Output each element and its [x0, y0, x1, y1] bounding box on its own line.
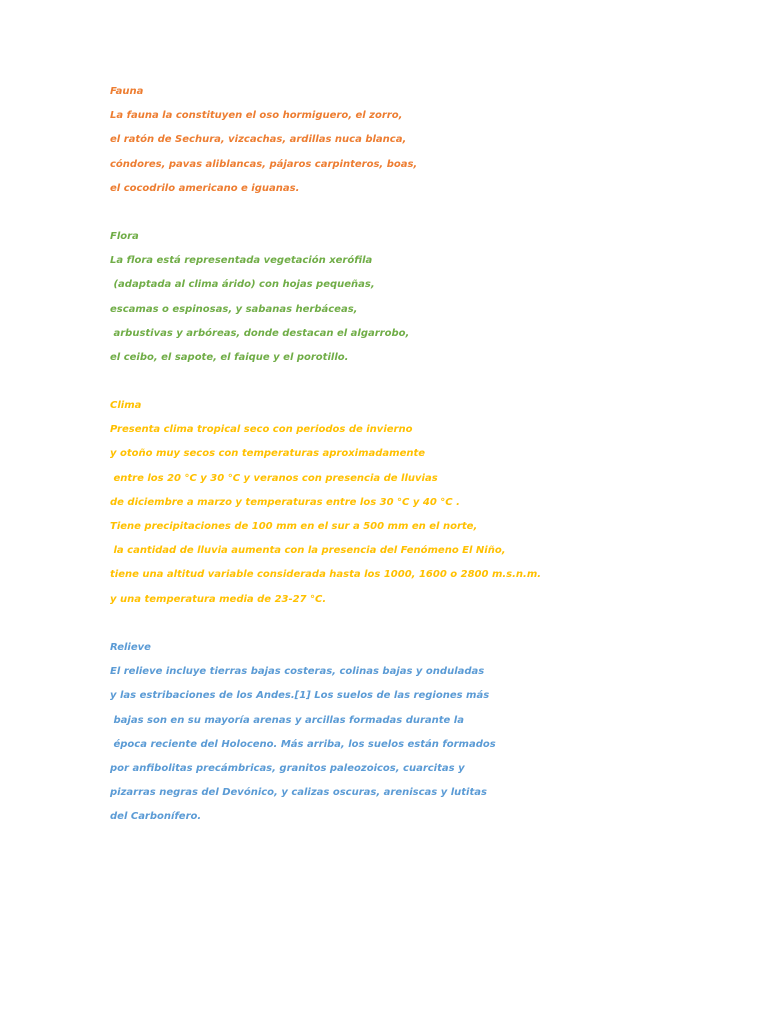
paragraph-line: de diciembre a marzo y temperaturas entre los 30 °C y 40 °C . — [110, 496, 460, 508]
paragraph-line: del Carbonífero. — [110, 811, 202, 823]
paragraph-line: el ratón de Sechura, vizcachas, ardillas nuca blanca, — [110, 134, 407, 146]
paragraph-line: bajas son en su mayoría arenas y arcillas formadas durante la — [110, 714, 464, 726]
section-fauna — [110, 80, 417, 201]
paragraph-line: el cocodrilo americano e iguanas. — [110, 182, 300, 194]
paragraph-line: la cantidad de lluvia aumenta con la presencia del Fenómeno El Niño, — [110, 545, 506, 557]
section-relieve — [110, 636, 496, 830]
paragraph-line: arbustivas y arbóreas, donde destacan el algarrobo, — [110, 327, 410, 339]
section-heading-flora: Flora — [110, 231, 139, 242]
paragraph-line: y otoño muy secos con temperaturas aproximadamente — [110, 448, 426, 460]
paragraph-line: entre los 20 °C y 30 °C y veranos con presencia de lluvias — [110, 472, 438, 484]
paragraph-line: La flora está representada vegetación xerófila — [110, 255, 373, 267]
section-flora — [110, 225, 409, 370]
paragraph-line: por anfibolitas precámbricas, granitos paleozoicos, cuarcitas y — [110, 762, 465, 774]
paragraph-line: pizarras negras del Devónico, y calizas oscuras, areniscas y lutitas — [110, 787, 487, 799]
paragraph-line: y las estribaciones de los Andes.[1] Los suelos de las regiones más — [110, 690, 490, 702]
section-clima — [110, 394, 541, 612]
paragraph-line: tiene una altitud variable considerada hasta los 1000, 1600 o 2800 m.s.n.m. — [110, 569, 542, 581]
paragraph-line: escamas o espinosas, y sabanas herbáceas, — [110, 303, 358, 315]
paragraph-line: El relieve incluye tierras bajas costeras, colinas bajas y onduladas — [110, 666, 485, 678]
paragraph-line: La fauna la constituyen el oso hormiguero, el zorro, — [110, 110, 403, 122]
paragraph-line: Tiene precipitaciones de 100 mm en el sur a 500 mm en el norte, — [110, 520, 478, 532]
section-heading-fauna: Fauna — [110, 86, 144, 97]
paragraph-line: Presenta clima tropical seco con periodos de invierno — [110, 424, 413, 436]
paragraph-line: cóndores, pavas aliblancas, pájaros carpinteros, boas, — [110, 158, 418, 170]
paragraph-line: y una temperatura media de 23-27 °C. — [110, 593, 327, 605]
section-heading-clima: Clima — [110, 400, 142, 411]
paragraph-line: época reciente del Holoceno. Más arriba, los suelos están formados — [110, 738, 496, 750]
section-heading-relieve: Relieve — [110, 642, 151, 653]
paragraph-line: el ceibo, el sapote, el faique y el porotillo. — [110, 351, 349, 363]
paragraph-line: (adaptada al clima árido) con hojas pequeñas, — [110, 279, 375, 291]
